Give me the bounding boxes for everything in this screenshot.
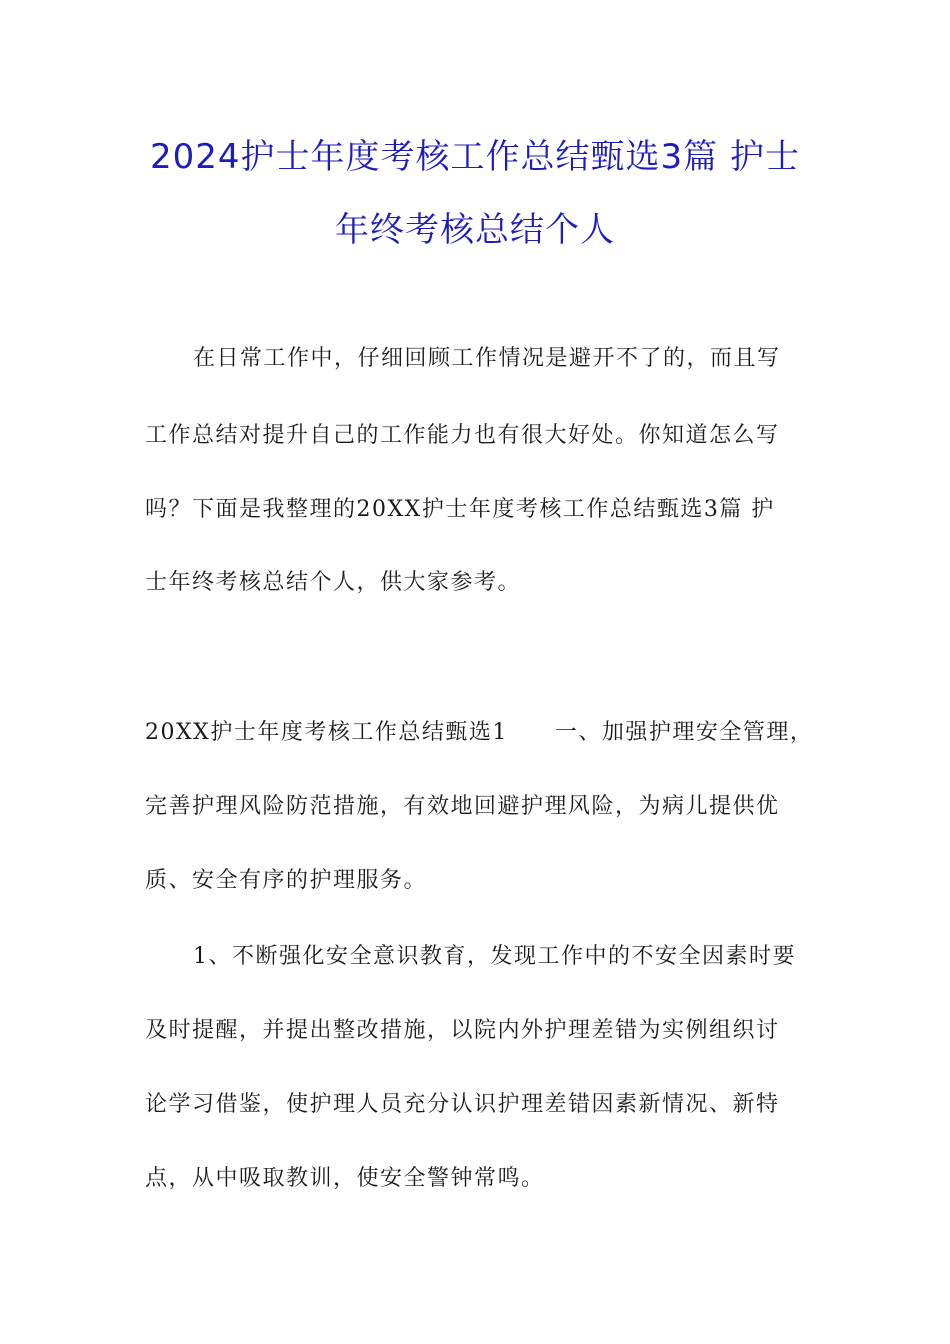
item1-paragraph-line-2: 及时提醒，并提出整改措施，以院内外护理差错为实例组织讨 xyxy=(145,1018,780,1043)
document-title-line-2: 年终考核总结个人 xyxy=(335,210,615,250)
section1-paragraph-line-2: 完善护理风险防范措施，有效地回避护理风险，为病儿提供优 xyxy=(145,794,780,819)
intro-paragraph-line-4: 士年终考核总结个人，供大家参考。 xyxy=(145,570,522,595)
item1-paragraph-line-1: 1、不断强化安全意识教育，发现工作中的不安全因素时要 xyxy=(193,944,796,969)
item1-paragraph-line-3: 论学习借鉴，使护理人员充分认识护理差错因素新情况、新特 xyxy=(145,1092,780,1117)
section1-paragraph-line-3: 质、安全有序的护理服务。 xyxy=(145,868,428,893)
section1-heading-line-1: 20XX护士年度考核工作总结甄选1 一、加强护理安全管理， xyxy=(145,720,814,745)
intro-paragraph-line-2: 工作总结对提升自己的工作能力也有很大好处。你知道怎么写 xyxy=(145,423,780,448)
intro-paragraph-line-1: 在日常工作中，仔细回顾工作情况是避开不了的，而且写 xyxy=(193,346,781,371)
intro-paragraph-line-3: 吗？下面是我整理的20XX护士年度考核工作总结甄选3篇 护 xyxy=(145,497,775,522)
document-title-line-1: 2024护士年度考核工作总结甄选3篇 护士 xyxy=(150,137,800,177)
item1-paragraph-line-4: 点，从中吸取教训，使安全警钟常鸣。 xyxy=(145,1166,545,1191)
